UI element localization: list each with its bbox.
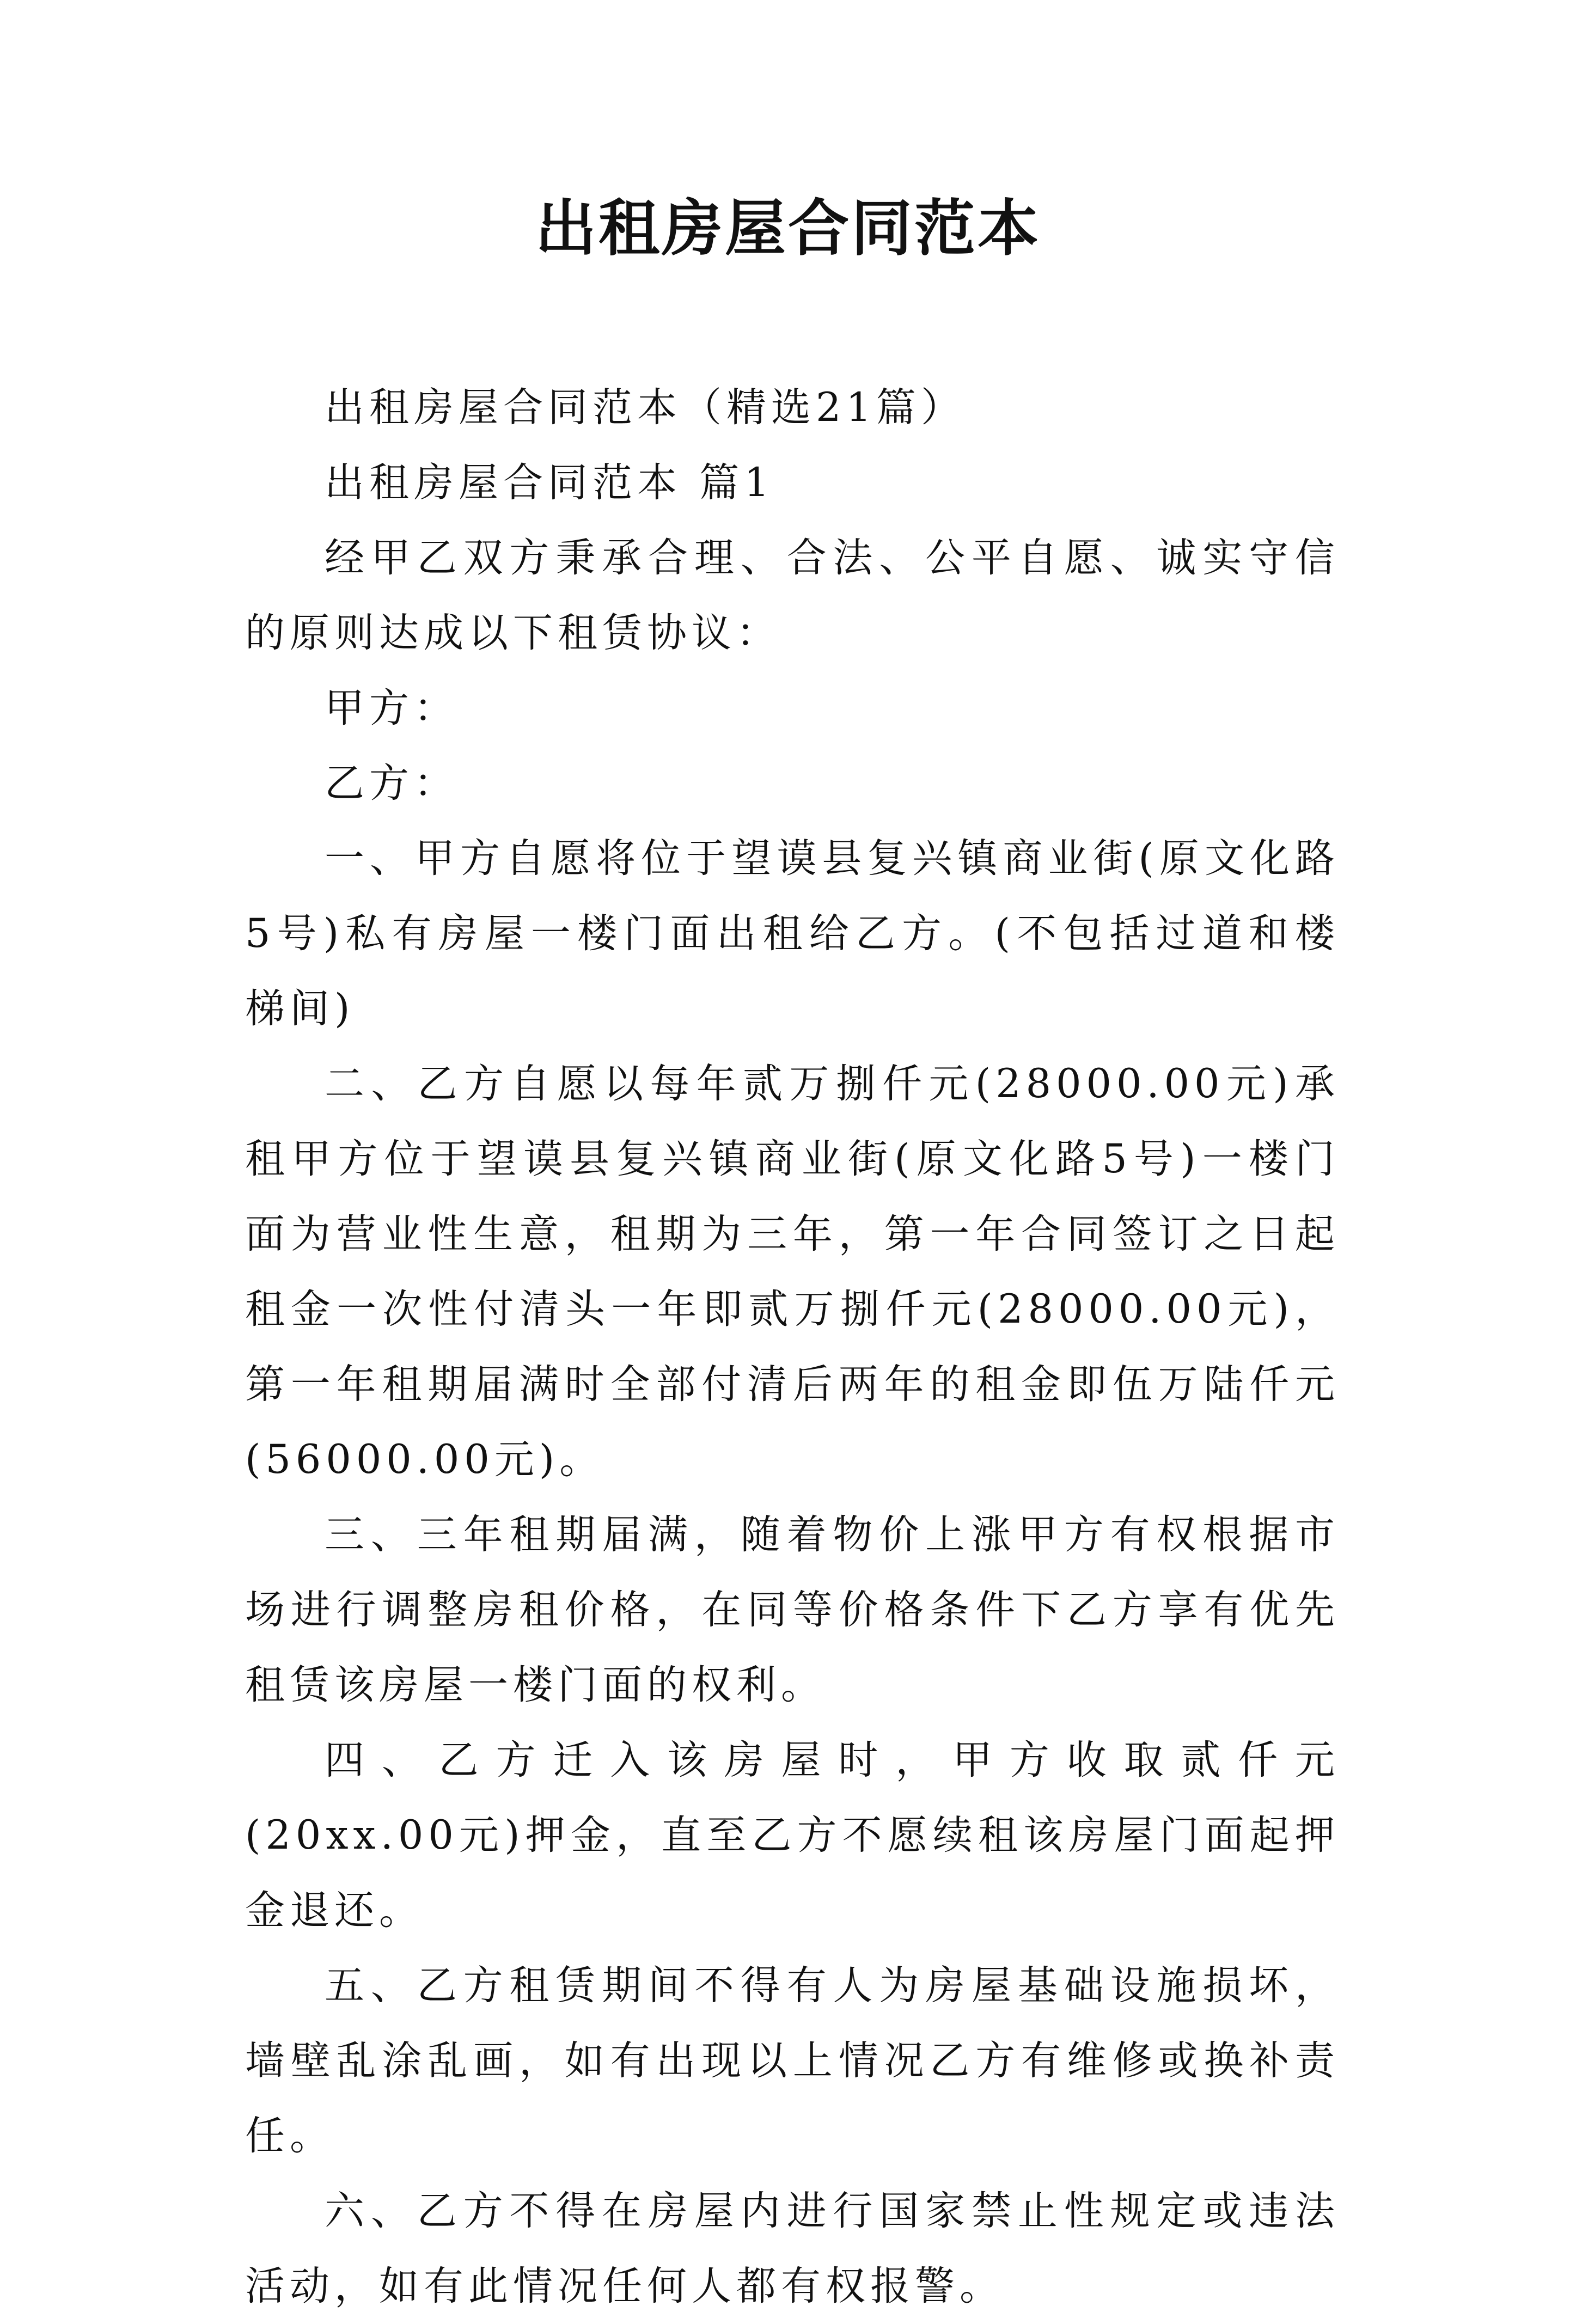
paragraph-collection-title: 出租房屋合同范本（精选21篇） (325, 384, 966, 431)
paragraph-clause-3: 三、三年租期届满，随着物价上涨甲方有权根据市场进行调整房租价格，在同等价格条件下乙方享有优先租赁该房屋一楼门面的权利。 (245, 1512, 1340, 1708)
document-title: 出租房屋合同范本 (535, 193, 1041, 264)
paragraph-party-b: 乙方： (325, 760, 459, 806)
paragraph-clause-6: 六、乙方不得在房屋内进行国家禁止性规定或违法活动，如有此情况任何人都有权报警。 (245, 2188, 1340, 2309)
paragraph-preamble: 经甲乙双方秉承合理、合法、公平自愿、诚实守信的原则达成以下租赁协议： (245, 535, 1340, 656)
paragraph-clause-2: 二、乙方自愿以每年贰万捌仟元(28000.00元)承租甲方位于望谟县复兴镇商业街(原文化路5号)一楼门面为营业性生意，租期为三年，第一年合同签订之日起租金一次性付清头一年即贰万捌仟元(28000.00元)，第一年租期届满时全部付清后两年的租金即伍万陆仟元(56000.00元)。 (245, 1061, 1340, 1483)
paragraph-clause-5: 五、乙方租赁期间不得有人为房屋基础设施损坏，墙壁乱涂乱画，如有出现以上情况乙方有维修或换补责任。 (245, 1962, 1340, 2159)
paragraph-party-a: 甲方： (325, 685, 459, 731)
paragraph-section-heading: 出租房屋合同范本 篇1 (325, 460, 774, 506)
document-body (245, 370, 1340, 2324)
paragraph-clause-1: 一、甲方自愿将位于望谟县复兴镇商业街(原文化路5号)私有房屋一楼门面出租给乙方。(不包括过道和楼梯间) (245, 835, 1340, 1032)
paragraph-clause-4: 四、乙方迁入该房屋时，甲方收取贰仟元(20xx.00元)押金，直至乙方不愿续租该房屋门面起押金退还。 (245, 1737, 1340, 1934)
